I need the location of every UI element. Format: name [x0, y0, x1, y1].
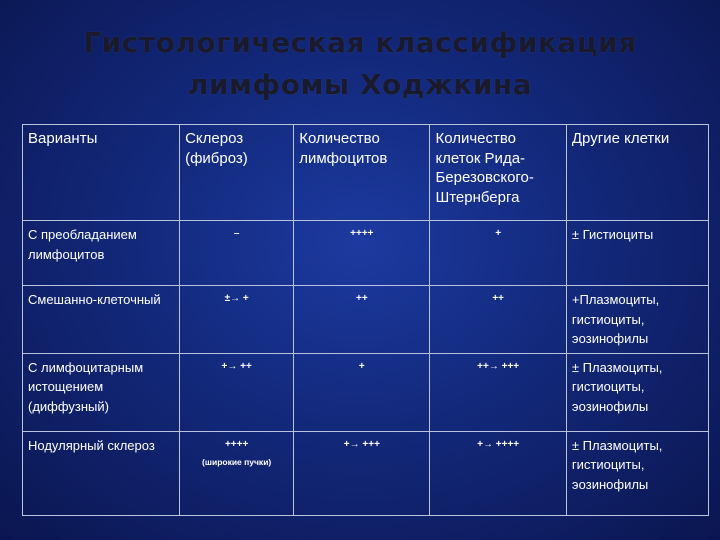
cell-sclerosis-value: +→ ++: [221, 360, 252, 372]
header-sclerosis: Склероз (фиброз): [180, 125, 294, 221]
table-row: [23, 353, 709, 431]
cell-other: ± Плазмоциты, гистиоциты, эозинофилы: [566, 353, 708, 431]
cell-variant: С лимфоцитарным истощением (диффузный): [23, 353, 180, 431]
cell-sclerosis-value: –: [233, 228, 240, 239]
cell-lymphocytes: ++: [294, 286, 430, 354]
table-row: [23, 221, 709, 286]
table-header-row: [23, 125, 709, 221]
cell-variant: Смешанно-клеточный: [23, 286, 180, 354]
cell-rs-cells: +: [430, 221, 566, 286]
header-other-cells: Другие клетки: [566, 125, 708, 221]
cell-sclerosis-value: ±→ +: [224, 293, 249, 304]
table-row: [23, 431, 709, 515]
cell-rs-cells: ++→ +++: [430, 353, 566, 431]
cell-sclerosis: [180, 353, 294, 431]
cell-other: ± Плазмоциты, гистиоциты, эозинофилы: [566, 431, 708, 515]
title-line-2: лимфомы Ходжкина: [187, 68, 533, 101]
cell-variant: С преобладанием лимфоцитов: [23, 221, 180, 286]
cell-lymphocytes: ++++: [294, 221, 430, 286]
header-lymphocytes: Количество лимфоцитов: [294, 125, 430, 221]
cell-lymphocytes: +→ +++: [294, 431, 430, 515]
cell-sclerosis-value: ++++: [224, 438, 249, 450]
slide-title: [0, 22, 720, 106]
cell-sclerosis-note: (широкие пучки): [202, 456, 272, 467]
cell-sclerosis: [180, 431, 294, 515]
header-rs-cells: Количество клеток Рида-Березовского-Штернберга: [430, 125, 566, 221]
cell-sclerosis: [180, 286, 294, 354]
cell-sclerosis: [180, 221, 294, 286]
cell-variant: Нодулярный склероз: [23, 431, 180, 515]
cell-rs-cells: ++: [430, 286, 566, 354]
header-variants: Варианты: [23, 125, 180, 221]
cell-lymphocytes: +: [294, 353, 430, 431]
cell-other: ± Гистиоциты: [566, 221, 708, 286]
classification-table: [22, 124, 709, 516]
title-line-1: Гистологическая классификация: [83, 26, 637, 59]
cell-other: +Плазмоциты, гистиоциты, эозинофилы: [566, 286, 708, 354]
table-row: [23, 286, 709, 354]
cell-rs-cells: +→ ++++: [430, 431, 566, 515]
